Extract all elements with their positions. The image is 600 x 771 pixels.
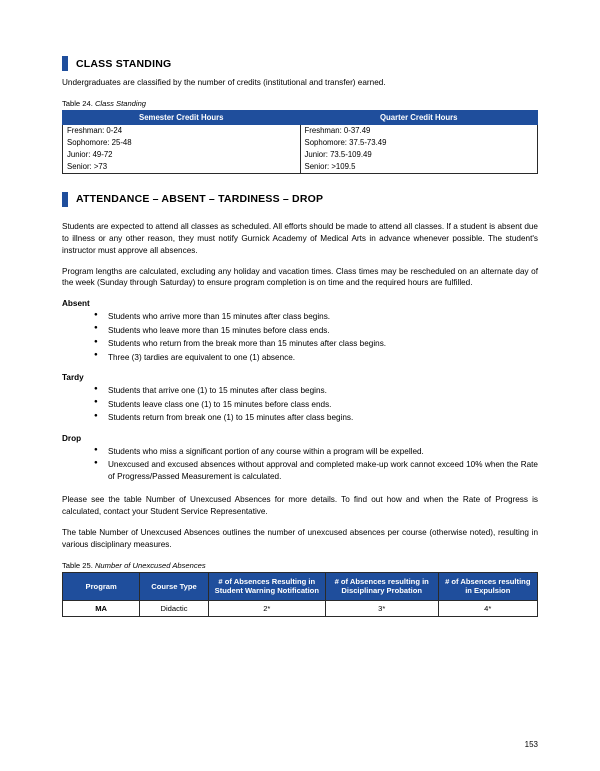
cell-quarter-freshman: Freshman: 0-37.49 [300, 124, 538, 137]
col-header-program: Program [63, 572, 140, 600]
table-header-row [63, 110, 538, 124]
cell-semester-freshman: Freshman: 0-24 [63, 124, 301, 137]
subheading-tardy: Tardy [62, 373, 84, 383]
subheading-drop: Drop [62, 434, 82, 444]
table-24-caption-title: Class Standing [94, 98, 147, 108]
cell-probation-count: 3* [325, 600, 438, 616]
cell-semester-senior: Senior: >73 [63, 161, 301, 174]
accent-bar [62, 56, 68, 71]
table-24-caption [62, 99, 538, 108]
list-item: ● Students who arrive more than 15 minutes after class begins. [108, 311, 538, 323]
col-header-expulsion: # of Absences resulting in Expulsion [438, 572, 537, 600]
table-header-row [63, 572, 538, 600]
col-header-quarter-credit-hours: Quarter Credit Hours [300, 110, 538, 124]
list-item: ● Students who leave more than 15 minutes before class ends. [108, 325, 538, 337]
subheading-absent: Absent [62, 299, 90, 309]
list-item: ● Students that arrive one (1) to 15 minutes after class begins. [108, 385, 538, 397]
page-number: 153 [524, 740, 538, 749]
table-24-caption-number: Table 24. [62, 98, 93, 108]
attendance-paragraph-3: Please see the table Number of Unexcused Absences for more details. To find out how and when the Rate of Progress is calculated, contact your Student Service Representative. [62, 495, 538, 517]
col-header-disciplinary-probation: # of Absences resulting in Disciplinary Probation [325, 572, 438, 600]
section-heading-class-standing [62, 56, 538, 71]
tardy-list [62, 385, 538, 424]
table-row [63, 149, 538, 161]
table-row [63, 161, 538, 174]
list-item: ● Students who return from the break more than 15 minutes after class begins. [108, 338, 538, 350]
list-item: ● Unexcused and excused absences without approval and completed make-up work cannot exceed 10% when the Rate of Progress/Passed Measurement is calculated. [108, 459, 538, 483]
cell-semester-junior: Junior: 49-72 [63, 149, 301, 161]
attendance-paragraph-2: Program lengths are calculated, excluding any holiday and vacation times. Class times may be rescheduled on an alternate day of the week (Sunday through Saturday) to ensure program completion is on time and the required hours are fulfilled. [62, 266, 538, 288]
cell-course-type-didactic: Didactic [140, 600, 208, 616]
cell-quarter-sophomore: Sophomore: 37.5-73.49 [300, 137, 538, 149]
section-heading-attendance [62, 192, 538, 207]
accent-bar [62, 192, 68, 207]
cell-quarter-junior: Junior: 73.5-109.49 [300, 149, 538, 161]
cell-program-ma: MA [63, 600, 140, 616]
attendance-paragraph-4: The table Number of Unexcused Absences outlines the number of unexcused absences per course (otherwise noted), resulting in various disciplinary measures. [62, 528, 538, 549]
list-item: ● Three (3) tardies are equivalent to one (1) absence. [108, 352, 538, 364]
cell-semester-sophomore: Sophomore: 25-48 [63, 137, 301, 149]
attendance-paragraph-1: Students are expected to attend all classes as scheduled. All efforts should be made to attend all classes. If a student is absent due to illness or any other reason, they must notify Gurnick Academy of Medical Arts in advance whenever possible. The student's instructor must approve all absences. [62, 221, 538, 255]
list-item: ● Students who miss a significant portion of any course within a program will be expelled. [108, 446, 538, 458]
table-class-standing [62, 110, 538, 174]
list-item: ● Students leave class one (1) to 15 minutes before class ends. [108, 399, 538, 411]
table-25-caption [62, 561, 538, 570]
page-content [62, 56, 538, 617]
section-title: CLASS STANDING [76, 57, 172, 70]
col-header-warning-notification: # of Absences Resulting in Student Warning Notification [208, 572, 325, 600]
table-25-caption-title: Number of Unexcused Absences [94, 560, 206, 570]
absent-list [62, 311, 538, 363]
table-unexcused-absences [62, 572, 538, 617]
cell-warning-count: 2* [208, 600, 325, 616]
col-header-course-type: Course Type [140, 572, 208, 600]
drop-list [62, 446, 538, 483]
list-item: ● Students return from break one (1) to 15 minutes after class begins. [108, 412, 538, 424]
cell-quarter-senior: Senior: >109.5 [300, 161, 538, 174]
cell-expulsion-count: 4* [438, 600, 537, 616]
table-row [63, 124, 538, 137]
table-row [63, 137, 538, 149]
table-row [63, 600, 538, 616]
section-title: ATTENDANCE – ABSENT – TARDINESS – DROP [76, 193, 324, 206]
col-header-semester-credit-hours: Semester Credit Hours [63, 110, 301, 124]
class-standing-intro: Undergraduates are classified by the number of credits (institutional and transfer) earned. [62, 78, 386, 87]
table-25-caption-number: Table 25. [62, 560, 93, 570]
